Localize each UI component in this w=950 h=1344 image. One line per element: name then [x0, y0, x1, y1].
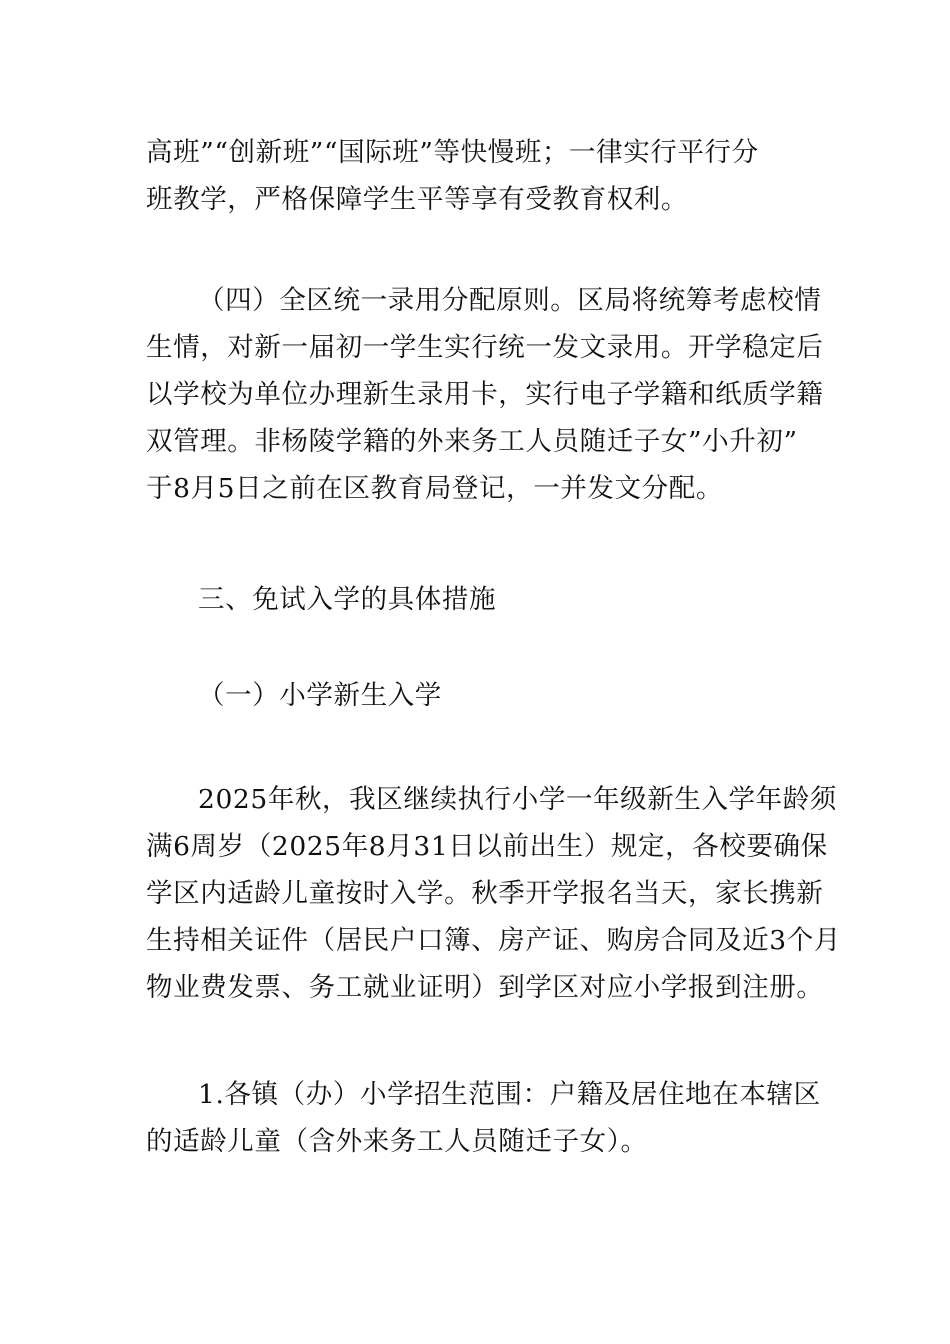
paragraph-line: 学区内适龄儿童按时入学。秋季开学报名当天，家长携新: [146, 878, 824, 909]
paragraph-line: 物业费发票、务工就业证明）到学区对应小学报到注册。: [146, 972, 824, 1003]
paragraph-line: （四）全区统一录用分配原则。区局将统筹考虑校情: [198, 285, 822, 316]
paragraph-line: 双管理。非杨陵学籍的外来务工人员随迁子女”小升初”: [146, 426, 798, 457]
paragraph-line: 生情，对新一届初一学生实行统一发文录用。开学稳定后: [146, 332, 824, 363]
paragraph-line: 2025年秋，我区继续执行小学一年级新生入学年龄须: [198, 784, 837, 815]
paragraph-line: 满6周岁（2025年8月31日以前出生）规定，各校要确保: [146, 831, 828, 862]
paragraph-line: 班教学，严格保障学生平等享有受教育权利。: [146, 184, 688, 215]
paragraph-line: 于8月5日之前在区教育局登记，一并发文分配。: [146, 473, 723, 504]
section-heading: 三、免试入学的具体措施: [198, 584, 497, 615]
paragraph-line: 高班”“创新班”“国际班”等快慢班；一律实行平行分: [146, 137, 759, 168]
paragraph-line: 生持相关证件（居民户口簿、房产证、购房合同及近3个月: [146, 925, 841, 956]
paragraph-line: 1.各镇（办）小学招生范围：户籍及居住地在本辖区: [198, 1079, 821, 1110]
paragraph-line: 的适龄儿童（含外来务工人员随迁子女）。: [146, 1126, 648, 1157]
paragraph-line: 以学校为单位办理新生录用卡，实行电子学籍和纸质学籍: [146, 379, 824, 410]
subsection-heading: （一）小学新生入学: [198, 680, 442, 711]
